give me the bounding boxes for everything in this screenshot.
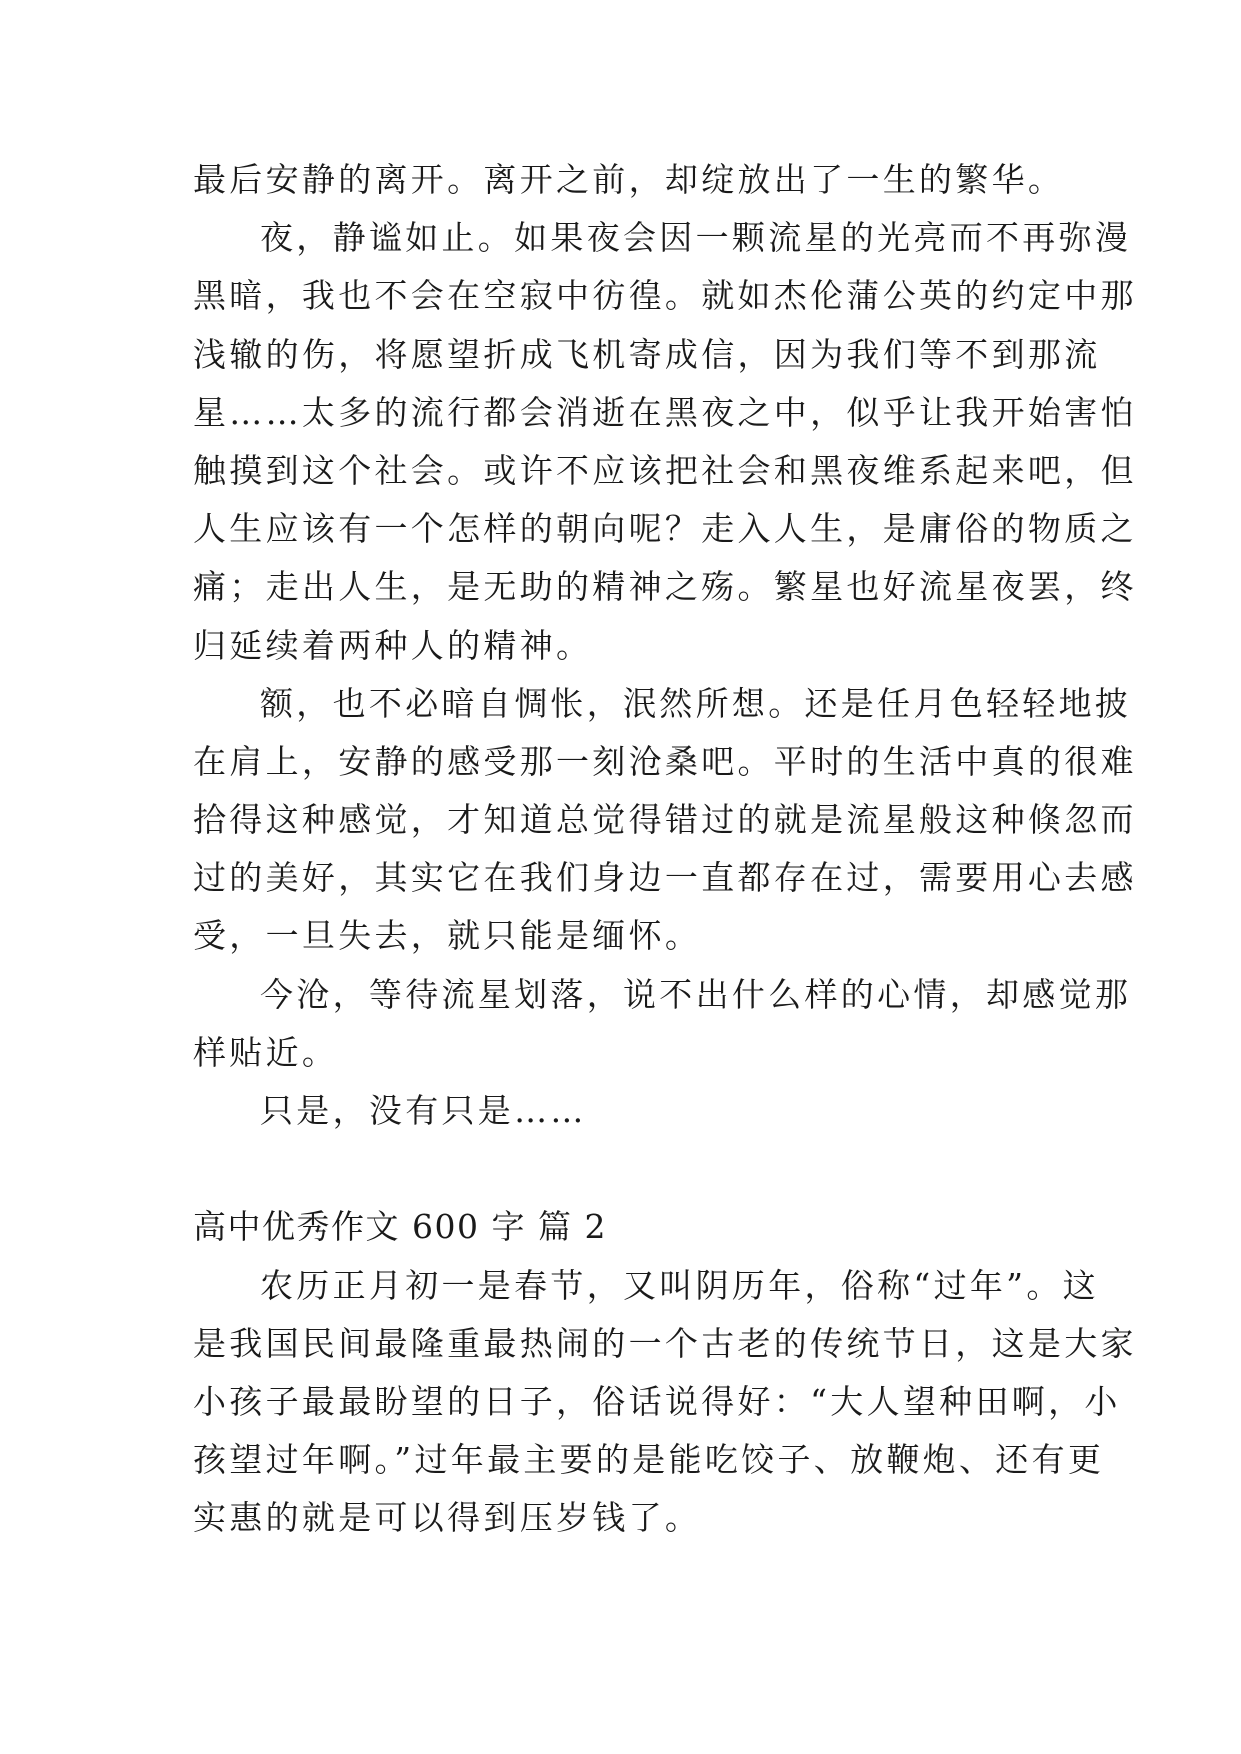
- text-line: 只是，没有只是……: [260, 1091, 587, 1130]
- section-heading-text: 高中优秀作文 600 字 篇 2: [193, 1207, 607, 1247]
- paragraph-spring: [193, 1257, 1137, 1548]
- text-line: 农历正月初一是春节，又叫阴历年，俗称“过年”。这: [260, 1265, 1099, 1305]
- text-line: 拾得这种感觉，才知道总觉得错过的就是流星般这种倏忽而: [193, 800, 1137, 840]
- paragraph-moonlight: [193, 675, 1137, 966]
- text-line: 黑暗，我也不会在空寂中彷徨。就如杰伦蒲公英的约定中那: [193, 276, 1137, 316]
- text-line: 夜，静谧如止。如果夜会因一颗流星的光亮而不再弥漫: [260, 218, 1132, 258]
- paragraph-night: [193, 209, 1137, 675]
- text-line: 星……太多的流行都会消逝在黑夜之中，似乎让我开始害怕: [193, 392, 1137, 432]
- text-line: 最后安静的离开。离开之前，却绽放出了一生的繁华。: [193, 160, 1065, 199]
- section-heading: [193, 1198, 1061, 1256]
- text-line: 是我国民间最隆重最热闹的一个古老的传统节日，这是大家: [193, 1323, 1137, 1363]
- text-line: 过的美好，其实它在我们身边一直都存在过，需要用心去感: [193, 858, 1137, 898]
- section-gap: [193, 1140, 1061, 1198]
- document-body: [193, 151, 1137, 1548]
- text-line: 受，一旦失去，就只能是缅怀。: [193, 916, 702, 956]
- paragraph-tail: [193, 151, 1065, 209]
- text-line: 归延续着两种人的精神。: [193, 625, 593, 665]
- text-line: 人生应该有一个怎样的朝向呢？走入人生，是庸俗的物质之: [193, 509, 1137, 549]
- text-line: 额，也不必暗自惆怅，泯然所想。还是任月色轻轻地披: [260, 683, 1132, 723]
- text-line: 在肩上，安静的感受那一刻沧桑吧。平时的生活中真的很难: [193, 741, 1137, 781]
- text-line: 触摸到这个社会。或许不应该把社会和黑夜维系起来吧，但: [193, 450, 1137, 490]
- text-line: 浅辙的伤，将愿望折成飞机寄成信，因为我们等不到那流: [193, 334, 1101, 374]
- text-line: 今沧，等待流星划落，说不出什么样的心情，却感觉那: [260, 974, 1132, 1014]
- text-line: 小孩子最最盼望的日子，俗话说得好：“大人望种田啊，小: [193, 1381, 1121, 1421]
- text-line: 痛；走出人生，是无助的精神之殇。繁星也好流星夜罢，终: [193, 567, 1137, 607]
- paragraph-tonight: [193, 966, 1132, 1082]
- text-line: 孩望过年啊。”过年最主要的是能吃饺子、放鞭炮、还有更: [193, 1440, 1105, 1480]
- text-line: 实惠的就是可以得到压岁钱了。: [193, 1498, 702, 1538]
- text-line: 样贴近。: [193, 1032, 339, 1072]
- paragraph-only: [193, 1082, 1061, 1140]
